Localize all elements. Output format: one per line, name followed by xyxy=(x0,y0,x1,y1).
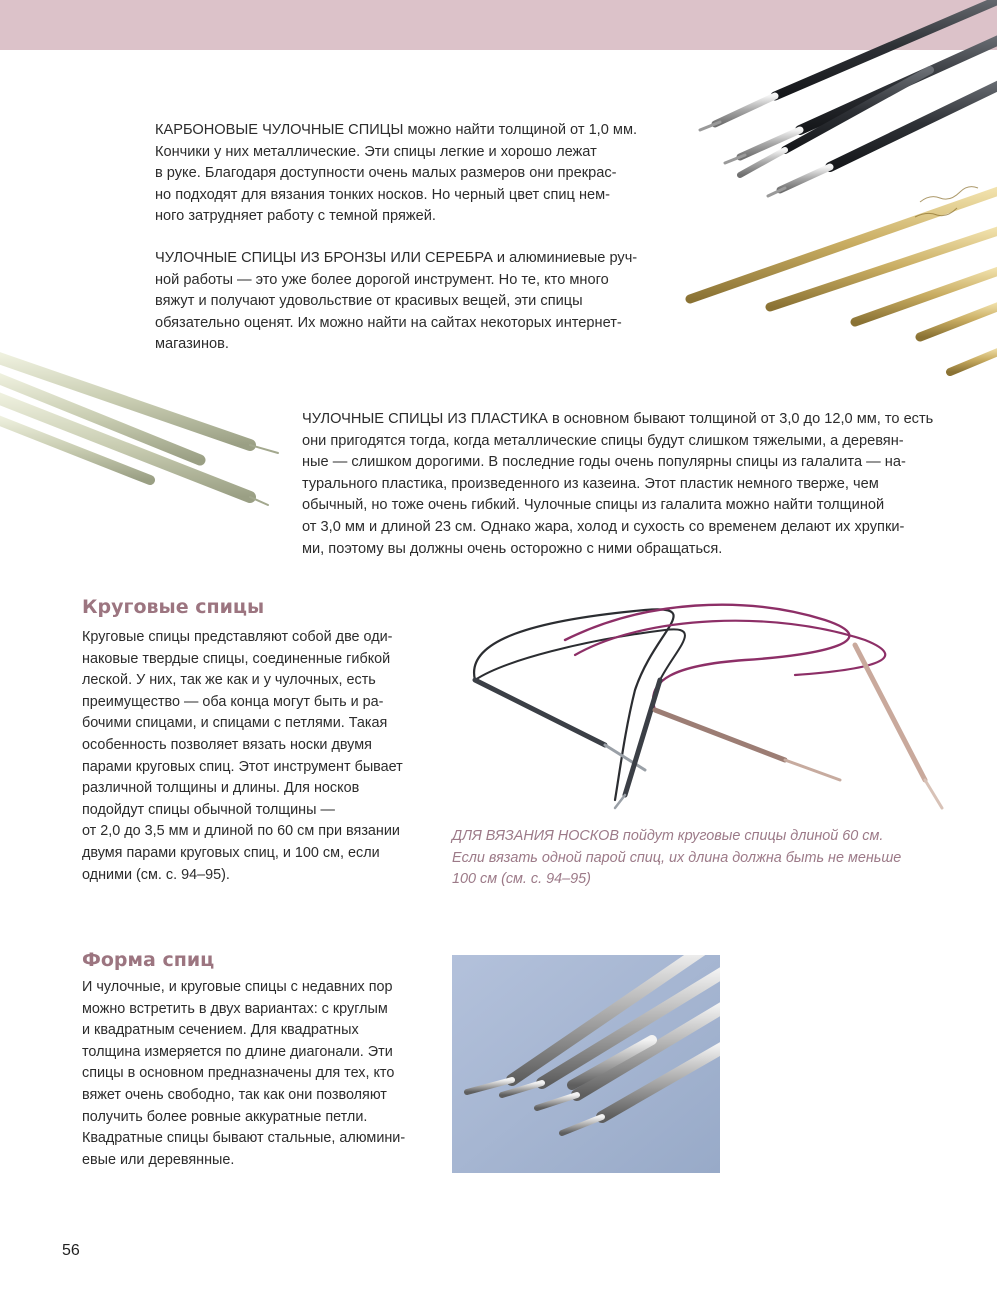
circular-line-4: преимущество — оба конца могут быть и ра- xyxy=(82,693,384,710)
bronze-line-3: вяжут и получают удовольствие от красивых вещей, эти спицы xyxy=(155,293,583,310)
circular-line-9: подойдут спицы обычной толщины — xyxy=(82,801,335,818)
carbon-line-4: но подходят для вязания тонких носков. Но черный цвет спиц нем- xyxy=(155,186,611,203)
shape-line-1: И чулочные, и круговые спицы с недавних пор xyxy=(82,979,393,995)
circular-line-3: леской. У них, так же как и у чулочных, есть xyxy=(82,672,376,689)
circular-line-12: одними (см. с. 94–95). xyxy=(82,866,230,883)
plastic-line-3: ные — слишком дорогими. В последние годы очень популярны спицы из галалита — на- xyxy=(302,454,906,471)
circular-line-8: различной толщины и длины. Для носков xyxy=(82,780,360,797)
caption-line-1: ДЛЯ ВЯЗАНИЯ НОСКОВ пойдут круговые спицы длиной 60 см. xyxy=(452,828,884,844)
plastic-line-2: они пригодятся тогда, когда металлические спицы будут слишком тяжелыми, а деревян- xyxy=(302,432,904,449)
carbon-needles-paragraph xyxy=(155,120,637,228)
carbon-lead: КАРБОНОВЫЕ ЧУЛОЧНЫЕ СПИЦЫ xyxy=(155,122,404,138)
shape-line-6: вяжет очень свободно, так как они позволяют xyxy=(82,1086,387,1103)
shape-line-8: Квадратные спицы бывают стальные, алюмини- xyxy=(82,1130,406,1147)
circular-needles-paragraph xyxy=(82,627,403,886)
bronze-line-2: ной работы — это уже более дорогой инструмент. Но те, кто много xyxy=(155,271,609,288)
circular-line-1: Круговые спицы представляют собой две оди- xyxy=(82,629,393,645)
shape-line-9: евые или деревянные. xyxy=(82,1151,235,1168)
square-needles-image xyxy=(452,955,720,1173)
carbon-line-1: можно найти толщиной от 1,0 мм. xyxy=(403,122,638,138)
carbon-line-5: ного затрудняет работу с темной пряжей. xyxy=(155,208,436,225)
bronze-lead: ЧУЛОЧНЫЕ СПИЦЫ ИЗ БРОНЗЫ ИЛИ СЕРЕБРА xyxy=(155,250,493,266)
plastic-line-5: обычный, но тоже очень гибкий. Чулочные спицы из галалита можно найти толщиной xyxy=(302,497,885,514)
circular-needles-heading: Круговые спицы xyxy=(82,596,265,618)
plastic-line-4: турального пластика, произведенного из казеина. Этот пластик немного тверже, чем xyxy=(302,475,879,492)
plastic-lead: ЧУЛОЧНЫЕ СПИЦЫ ИЗ ПЛАСТИКА xyxy=(302,411,548,427)
needle-shape-paragraph xyxy=(82,977,405,1171)
circular-needles-caption xyxy=(452,826,901,891)
circular-line-2: наковые твердые спицы, соединенные гибкой xyxy=(82,650,391,667)
circular-line-7: парами круговых спиц. Этот инструмент бывает xyxy=(82,758,403,775)
plastic-line-1: в основном бывают толщиной от 3,0 до 12,0 мм, то есть xyxy=(547,411,934,427)
circular-needles-image xyxy=(445,600,955,815)
plastic-line-7: ми, поэтому вы должны очень осторожно с ними обращаться. xyxy=(302,540,723,557)
page-number: 56 xyxy=(62,1242,80,1259)
circular-line-5: бочими спицами, и спицами с петлями. Такая xyxy=(82,715,388,732)
carbon-line-3: в руке. Благодаря доступности очень малых размеров они прекрас- xyxy=(155,165,617,182)
bronze-line-4: обязательно оценят. Их можно найти на сайтах некоторых интернет- xyxy=(155,314,622,331)
shape-line-2: можно встретить в двух вариантах: с круглым xyxy=(82,1000,388,1017)
shape-line-3: и квадратным сечением. Для квадратных xyxy=(82,1022,359,1039)
bronze-line-5: магазинов. xyxy=(155,336,229,353)
plastic-line-6: от 3,0 мм и длиной 23 см. Однако жара, холод и сухость со временем делают их хрупки- xyxy=(302,518,905,535)
shape-line-4: толщина измеряется по длине диагонали. Эти xyxy=(82,1043,393,1060)
shape-line-5: спицы в основном предназначены для тех, кто xyxy=(82,1065,395,1082)
needle-shape-heading: Форма спиц xyxy=(82,949,215,971)
bronze-line-1: и алюминиевые руч- xyxy=(492,250,638,266)
plastic-needles-paragraph xyxy=(302,409,933,560)
caption-line-2: Если вязать одной парой спиц, их длина должна быть не меньше xyxy=(452,849,902,866)
caption-line-3: 100 см (см. с. 94–95) xyxy=(452,871,591,888)
circular-line-11: двумя парами круговых спиц, и 100 см, если xyxy=(82,844,380,861)
carbon-line-2: Кончики у них металлические. Эти спицы легкие и хорошо лежат xyxy=(155,143,597,160)
plastic-needles-image xyxy=(0,345,290,520)
bronze-needles-paragraph xyxy=(155,248,637,356)
shape-line-7: получить более ровные аккуратные петли. xyxy=(82,1108,368,1125)
circular-line-10: от 2,0 до 3,5 мм и длиной по 60 см при вязании xyxy=(82,823,400,840)
bronze-needles-image xyxy=(680,172,997,382)
circular-line-6: особенность позволяет вязать носки двумя xyxy=(82,736,372,753)
